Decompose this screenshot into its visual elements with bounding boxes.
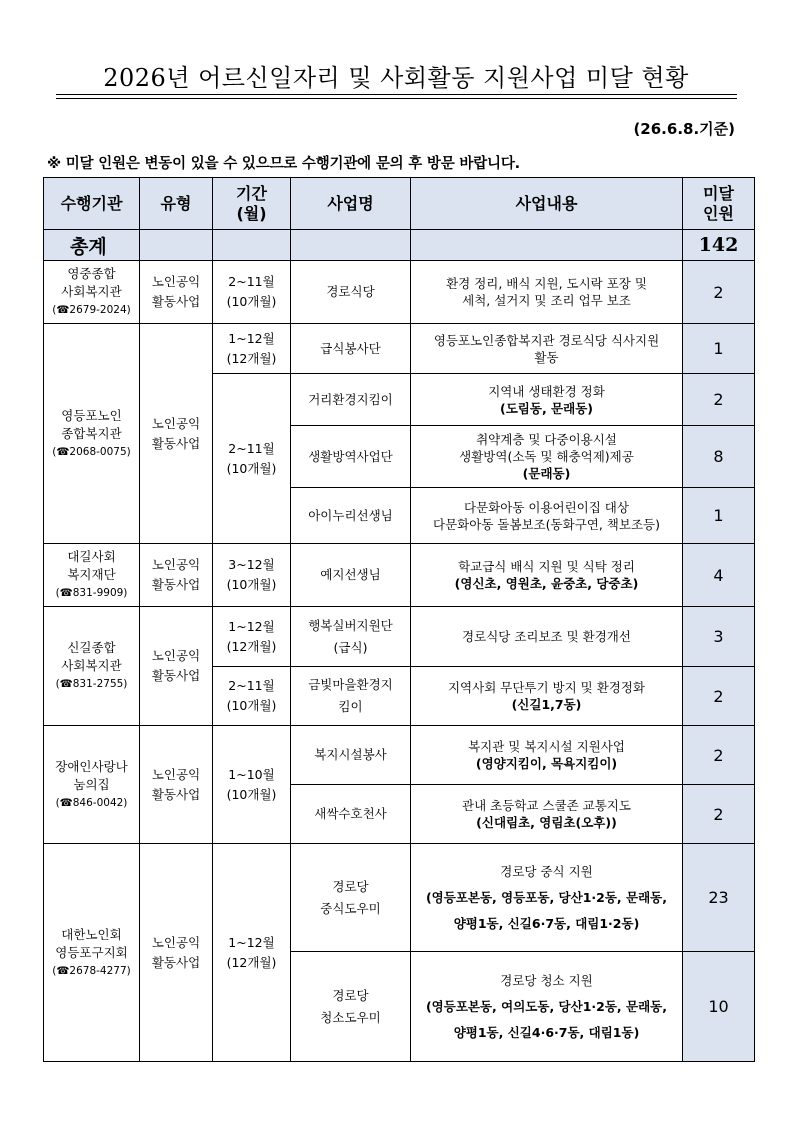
type-cell: 노인공익 활동사업 <box>140 544 213 607</box>
header-org: 수행기관 <box>44 178 140 230</box>
project-name: 행복실버지원단 (급식) <box>291 607 411 667</box>
status-table <box>43 177 755 1062</box>
project-name: 경로당 청소도우미 <box>291 952 411 1062</box>
project-name: 거리환경지킴이 <box>291 374 411 426</box>
project-content: 지역사회 무단투기 방지 및 환경정화 (신길1,7동) <box>411 667 683 726</box>
project-name: 새싹수호천사 <box>291 785 411 844</box>
org-cell: 영등포노인 종합복지관 (☎2068-0075) <box>44 324 140 544</box>
header-period: 기간 (월) <box>213 178 291 230</box>
period-cell: 1~10월 (10개월) <box>213 726 291 844</box>
project-name: 복지시설봉사 <box>291 726 411 785</box>
table-row <box>44 844 755 952</box>
project-content: 다문화아동 이용어린이집 대상 다문화아동 돌봄보조(동화구연, 책보조등) <box>411 488 683 544</box>
type-cell: 노인공익 활동사업 <box>140 726 213 844</box>
project-content: 경로당 청소 지원 (영등포본동, 여의도동, 당산1·2동, 문래동, 양평1동, 신길4·6·7동, 대림1동) <box>411 952 683 1062</box>
period-cell: 2~11월 (10개월) <box>213 261 291 324</box>
period-cell: 3~12월 (10개월) <box>213 544 291 607</box>
project-content: 환경 정리, 배식 지원, 도시락 포장 및 세척, 설거지 및 조리 업무 보조 <box>411 261 683 324</box>
type-cell: 노인공익 활동사업 <box>140 324 213 544</box>
table-row <box>44 544 755 607</box>
shortfall-count: 2 <box>683 726 755 785</box>
title-underline-2 <box>56 98 737 99</box>
project-content: 관내 초등학교 스쿨존 교통지도 (신대림초, 영림초(오후)) <box>411 785 683 844</box>
total-count: 142 <box>683 230 755 261</box>
period-cell: 2~11월 (10개월) <box>213 667 291 726</box>
shortfall-count: 2 <box>683 785 755 844</box>
header-project: 사업명 <box>291 178 411 230</box>
project-content: 경로식당 조리보조 및 환경개선 <box>411 607 683 667</box>
project-name: 아이누리선생님 <box>291 488 411 544</box>
shortfall-count: 3 <box>683 607 755 667</box>
header-count: 미달 인원 <box>683 178 755 230</box>
phone-number: (☎2068-0075) <box>52 445 131 458</box>
org-cell: 영중종합 사회복지관 (☎2679-2024) <box>44 261 140 324</box>
shortfall-count: 1 <box>683 324 755 374</box>
table-row <box>44 261 755 324</box>
org-cell: 장애인사랑나 눔의집 (☎846-0042) <box>44 726 140 844</box>
period-cell: 1~12월 (12개월) <box>213 844 291 1062</box>
phone-number: (☎2679-2024) <box>52 304 131 316</box>
total-label: 총계 <box>44 230 140 261</box>
period-cell: 1~12월 (12개월) <box>213 324 291 374</box>
project-name: 경로식당 <box>291 261 411 324</box>
org-cell: 대한노인회 영등포구지회 (☎2678-4277) <box>44 844 140 1062</box>
shortfall-count: 2 <box>683 374 755 426</box>
table-row <box>44 726 755 785</box>
title-underline <box>56 94 737 95</box>
shortfall-count: 1 <box>683 488 755 544</box>
project-name: 생활방역사업단 <box>291 426 411 488</box>
period-cell: 2~11월 (10개월) <box>213 374 291 544</box>
type-cell: 노인공익 활동사업 <box>140 261 213 324</box>
phone-number: (☎2678-4277) <box>52 964 131 977</box>
project-content: 영등포노인종합복지관 경로식당 식사지원 활동 <box>411 324 683 374</box>
shortfall-count: 10 <box>683 952 755 1062</box>
header-row <box>44 178 755 230</box>
phone-number: (☎831-9909) <box>55 587 128 599</box>
notice-text: ※ 미달 인원은 변동이 있을 수 있으므로 수행기관에 문의 후 방문 바랍니다. <box>47 156 520 172</box>
header-content: 사업내용 <box>411 178 683 230</box>
project-name: 급식봉사단 <box>291 324 411 374</box>
project-content: 복지관 및 복지시설 지원사업 (영양지킴이, 목욕지킴이) <box>411 726 683 785</box>
type-cell: 노인공익 활동사업 <box>140 607 213 726</box>
shortfall-count: 2 <box>683 667 755 726</box>
project-name: 예지선생님 <box>291 544 411 607</box>
project-name: 금빛마을환경지 킴이 <box>291 667 411 726</box>
org-cell: 신길종합 사회복지관 (☎831-2755) <box>44 607 140 726</box>
page-title: 2026년 어르신일자리 및 사회활동 지원사업 미달 현황 <box>103 64 689 92</box>
total-row <box>44 230 755 261</box>
phone-number: (☎831-2755) <box>55 678 128 690</box>
org-cell: 대길사회 복지재단 (☎831-9909) <box>44 544 140 607</box>
phone-number: (☎846-0042) <box>55 796 128 809</box>
type-cell: 노인공익 활동사업 <box>140 844 213 1062</box>
project-content: 취약계층 및 다중이용시설 생활방역(소독 및 해충억제)제공 (문래동) <box>411 426 683 488</box>
project-content: 지역내 생태환경 정화 (도림동, 문래동) <box>411 374 683 426</box>
table-row <box>44 607 755 667</box>
shortfall-count: 2 <box>683 261 755 324</box>
reference-date: (26.6.8.기준) <box>633 120 735 138</box>
table-row <box>44 324 755 374</box>
project-content: 경로당 중식 지원 (영등포본동, 영등포동, 당산1·2동, 문래동, 양평1동, 신길6·7동, 대림1·2동) <box>411 844 683 952</box>
shortfall-count: 8 <box>683 426 755 488</box>
shortfall-count: 4 <box>683 544 755 607</box>
shortfall-count: 23 <box>683 844 755 952</box>
period-cell: 1~12월 (12개월) <box>213 607 291 667</box>
project-content: 학교급식 배식 지원 및 식탁 정리 (영신초, 영원초, 윤중초, 당중초) <box>411 544 683 607</box>
project-name: 경로당 중식도우미 <box>291 844 411 952</box>
header-type: 유형 <box>140 178 213 230</box>
